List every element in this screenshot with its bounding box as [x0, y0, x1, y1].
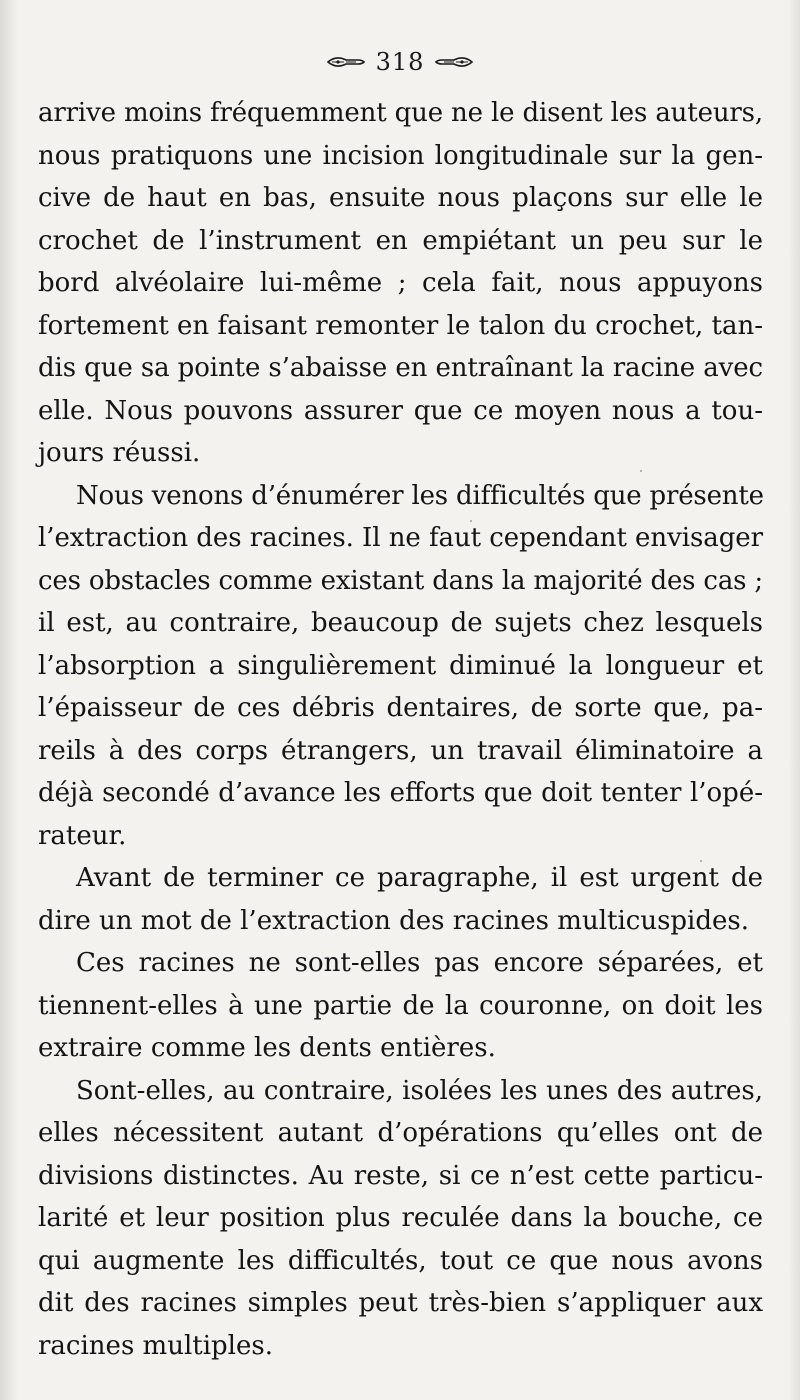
text-line: Sont-elles, au contraire, isolées les unes des autres, — [76, 1075, 763, 1106]
text-line: Avant de terminer ce paragraphe, il est urgent de — [76, 863, 763, 893]
text-line: dis que sa pointe s’abaisse en entraînant la racine avec — [38, 353, 763, 383]
text-line: rateur. — [38, 820, 127, 851]
paper-speck — [700, 860, 702, 862]
text-line: elles nécessitent autant d’opérations qu’elles ont de — [38, 1118, 763, 1148]
text-line: reils à des corps étrangers, un travail éliminatoire a — [38, 735, 763, 766]
text-line: arrive moins fréquemment que ne le disent les auteurs, — [38, 98, 763, 128]
right-hand-ornament-icon — [434, 54, 474, 70]
text-line: divisions distinctes. Au reste, si ce n’est cette particu- — [38, 1160, 763, 1191]
left-hand-ornament-icon — [326, 54, 366, 70]
text-line: jours réussi. — [38, 438, 201, 468]
text-line: l’épaisseur de ces débris dentaires, de sorte que, pa- — [38, 693, 763, 723]
body-text — [38, 92, 763, 1367]
paragraph — [38, 1070, 763, 1368]
text-line: bord alvéolaire lui-même ; cela fait, nous appuyons — [38, 268, 763, 298]
text-line: il est, au contraire, beaucoup de sujets chez lesquels — [38, 608, 763, 638]
page-header — [0, 42, 800, 82]
paper-speck — [640, 470, 642, 472]
page-gutter-shadow — [0, 0, 18, 1400]
text-line: fortement en faisant remonter le talon du crochet, tan- — [38, 310, 763, 341]
text-line: Ces racines ne sont-elles pas encore séparées, et — [76, 948, 763, 978]
text-line: l’extraction des racines. Il ne faut cependant envisager — [38, 523, 764, 553]
paragraph — [38, 857, 763, 942]
text-line: déjà secondé d’avance les efforts que doit tenter l’opé- — [38, 778, 763, 808]
paragraph — [38, 942, 763, 1070]
text-line: dire un mot de l’extraction des racines multicuspides. — [38, 905, 750, 936]
text-line: dit des racines simples peut très-bien s’appliquer aux — [38, 1288, 763, 1318]
text-line: crochet de l’instrument en empiétant un peu sur le — [38, 225, 763, 256]
text-line: extraire comme les dents entières. — [38, 1033, 496, 1063]
page-edge-shadow — [788, 0, 800, 1400]
text-line: nous pratiquons une incision longitudinale sur la gen- — [38, 140, 763, 171]
text-line: ces obstacles comme existant dans la majorité des cas ; — [38, 565, 763, 596]
text-line: Nous venons d’énumérer les difficultés que présente — [76, 480, 764, 511]
text-line: l’absorption a singulièrement diminué la longueur et — [38, 650, 763, 681]
paragraph — [38, 475, 763, 858]
text-line: larité et leur position plus reculée dans la bouche, ce — [38, 1203, 763, 1233]
text-line: racines multiples. — [38, 1330, 273, 1361]
paper-speck — [470, 520, 472, 522]
text-line: elle. Nous pouvons assurer que ce moyen nous a tou- — [38, 395, 763, 426]
text-line: tiennent-elles à une partie de la couronne, on doit les — [38, 990, 763, 1021]
page-number: 318 — [375, 48, 425, 76]
paragraph — [38, 92, 763, 475]
text-line: qui augmente les difficultés, tout ce que nous avons — [38, 1245, 763, 1276]
text-line: cive de haut en bas, ensuite nous plaçons sur elle le — [38, 183, 763, 213]
